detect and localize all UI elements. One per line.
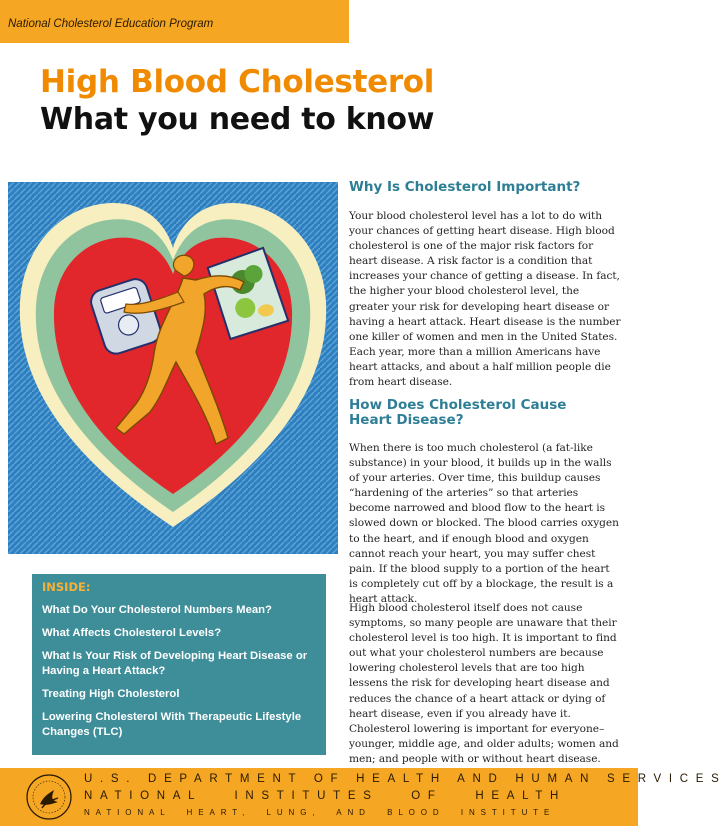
inside-item: What Do Your Cholesterol Numbers Mean? [42, 604, 272, 616]
inside-item: Treating High Cholesterol [42, 688, 180, 700]
section-body-importance: Your blood cholesterol level has a lot to do with your chances of getting heart disease. High blood cholesterol is one of the major risk factors for heart disease. A risk factor is a condition that increases your chance of getting a disease. In fact, the higher your blood cholesterol level, the greater your risk for developing heart disease or having a heart attack. Heart disease is the number one killer of women and men in the United States. Each year, more than a million Americans have heart attacks, and about a half million people die from heart disease. [349, 210, 621, 389]
program-name: National Cholesterol Education Program [8, 18, 214, 30]
inside-item: What Is Your Risk of Developing Heart Disease or Having a Heart Attack? [42, 650, 308, 677]
section-body-cause-para2: High blood cholesterol itself does not cause symptoms, so many people are unaware that their cholesterol level is too high. It is important to find out what your cholesterol numbers are because lowering cholesterol levels that are too high lessens the risk for developing heart disease and reduces the chance of a heart attack or dying of heart disease, even if you already have it. Cholesterol lowering is important for everyone–younger, middle age, and older adults; women and men; and people with or without heart disease. [349, 602, 619, 765]
inside-contents-box [32, 574, 326, 755]
section-body-cause-para1: When there is too much cholesterol (a fat-like substance) in your blood, it builds up in the walls of your arteries. Over time, this buildup causes “hardening of the arteries” so that arteries become narrowed and blood flow to the heart is slowed down or blocked. The blood carries oxygen to the heart, and if enough blood and oxygen cannot reach your heart, you may suffer chest pain. If the blood supply to a portion of the heart is completely cut off by a blockage, the result is a heart attack. [349, 442, 619, 605]
footer-department: U.S. DEPARTMENT OF HEALTH AND HUMAN SERVICES [84, 773, 727, 785]
footer-banner [0, 768, 727, 826]
page-subtitle: What you need to know [40, 102, 435, 137]
hhs-seal-icon [24, 772, 74, 822]
program-banner [0, 0, 349, 43]
page-title: High Blood Cholesterol [40, 64, 435, 100]
footer-nih: NATIONAL INSTITUTES OF HEALTH [84, 790, 567, 802]
section-heading-cause-line2: Heart Disease? [349, 412, 464, 428]
heart-runner-illustration [8, 182, 338, 554]
inside-item: Lowering Cholesterol With Therapeutic Lifestyle Changes (TLC) [42, 711, 302, 738]
section-heading-cause-line1: How Does Cholesterol Cause [349, 397, 567, 413]
inside-item: What Affects Cholesterol Levels? [42, 627, 222, 639]
inside-title: INSIDE: [42, 580, 91, 594]
section-heading-importance: Why Is Cholesterol Important? [349, 179, 581, 195]
footer-institute: NATIONAL HEART, LUNG, AND BLOOD INSTITUTE [84, 808, 556, 817]
